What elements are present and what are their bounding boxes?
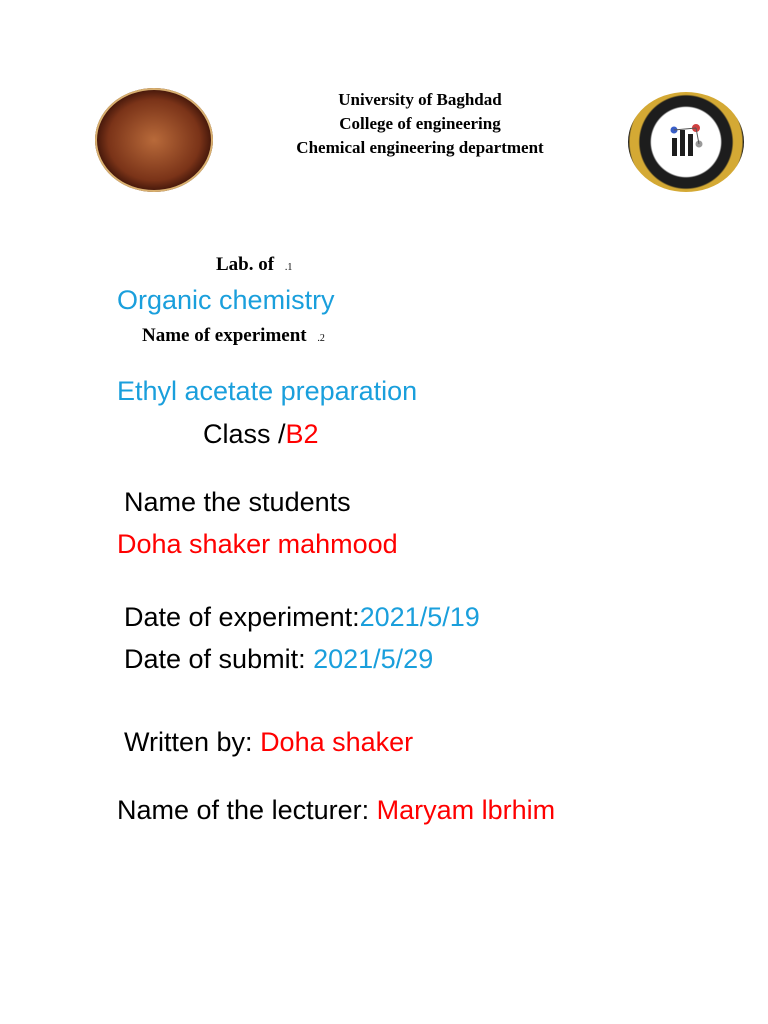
chemical-engineering-department-logo [628, 92, 744, 192]
experiment-date-line [124, 602, 480, 633]
molecule-icon [666, 120, 706, 162]
experiment-date-label: Date of experiment: [124, 602, 360, 632]
lecturer-label: Name of the lecturer [117, 795, 362, 825]
lecturer-colon: : [361, 795, 377, 825]
submit-date-value: 2021/5/29 [313, 644, 434, 674]
college-name: College of engineering [339, 114, 501, 133]
experiment-label-text: Name of experiment [142, 325, 307, 346]
university-name: University of Baghdad [338, 90, 502, 109]
class-value: B2 [285, 419, 319, 449]
lecturer-value: Maryam lbrhim [376, 795, 556, 825]
lab-subject: Organic chemistry [117, 285, 335, 315]
experiment-label [142, 325, 325, 347]
written-by-value: Doha shaker [260, 727, 414, 757]
experiment-number: .2 [317, 333, 325, 344]
class-label: Class / [203, 419, 286, 449]
written-by-line [124, 727, 413, 758]
written-by-label: Written by [124, 727, 246, 757]
submit-date-label: Date of submit [124, 644, 299, 674]
submit-date-colon: : [298, 644, 314, 674]
lab-number: .1 [284, 262, 293, 273]
student-name: Doha shaker mahmood [117, 529, 398, 559]
experiment-date-value: 2021/5/19 [359, 602, 480, 632]
lecturer-line [117, 795, 555, 826]
submit-date-line [124, 644, 433, 675]
lab-label [216, 254, 292, 276]
written-by-colon: : [245, 727, 261, 757]
class-line [203, 419, 319, 450]
department-name: Chemical engineering department [296, 138, 544, 157]
university-of-baghdad-logo [95, 88, 213, 192]
lab-label-text: Lab. of [216, 254, 275, 275]
experiment-title: Ethyl acetate preparation [117, 376, 418, 406]
students-label: Name the students [124, 487, 351, 517]
